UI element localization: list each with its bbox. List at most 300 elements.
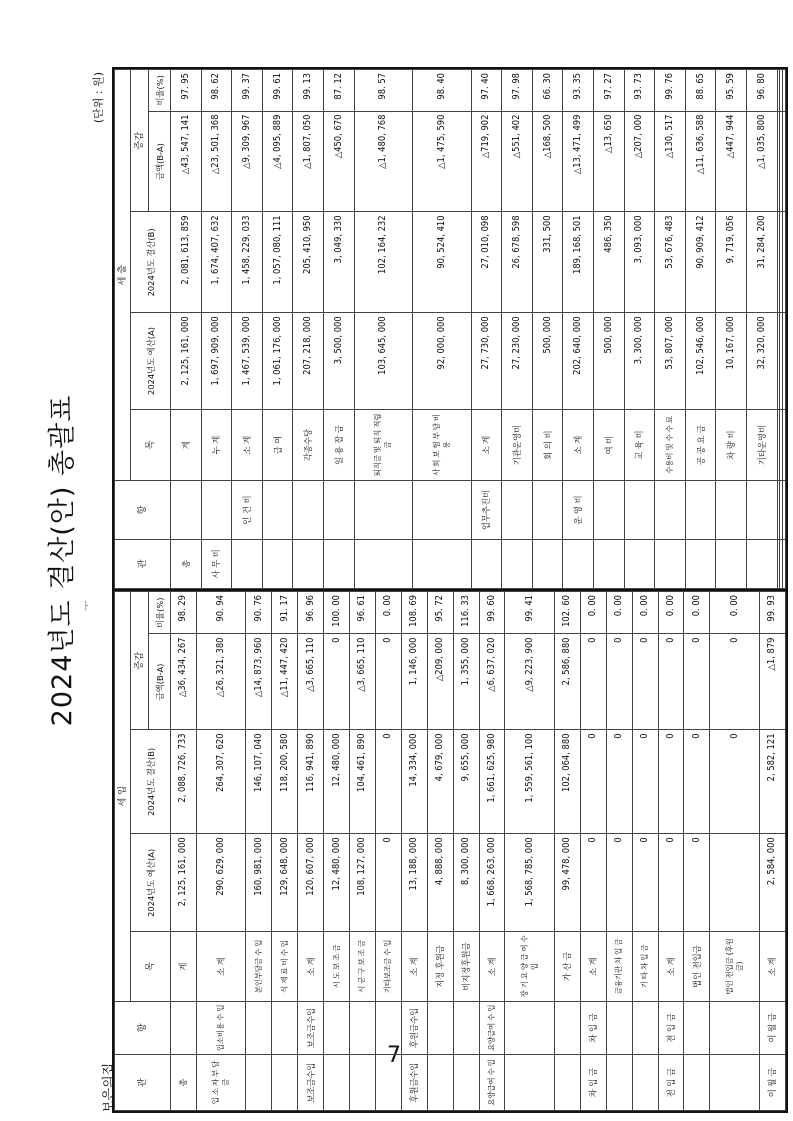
expense-gwan-header: 관 <box>115 539 171 588</box>
expense-budget-cell: 10, 167, 000 <box>716 313 747 409</box>
income-budget-cell: 1, 668, 263, 000 <box>479 834 505 932</box>
expense-budget-cell: 92, 000, 000 <box>413 313 471 409</box>
expense-hang-cell <box>413 481 471 539</box>
income-settlement-cell: 1, 559, 561, 100 <box>505 730 554 834</box>
income-settlement-cell: 0 <box>606 730 632 834</box>
income-settlement-cell: 14, 334, 000 <box>401 730 427 834</box>
income-ratio-cell: 0. 00 <box>375 592 401 635</box>
expense-budget-cell: 102, 546, 000 <box>685 313 716 409</box>
income-ratio-cell: 0. 00 <box>632 592 658 635</box>
expense-table-row <box>685 70 716 589</box>
income-table-row <box>427 592 453 1111</box>
expense-change-cell: △1, 475, 590 <box>413 111 471 212</box>
income-ratio-cell: 91. 17 <box>272 592 298 635</box>
expense-gwan-cell <box>262 539 293 588</box>
summary-table-frame <box>112 67 788 1113</box>
income-budget-cell: 0 <box>606 834 632 932</box>
expense-gwan-cell <box>471 539 502 588</box>
income-budget-cell: 99, 478, 000 <box>554 834 580 932</box>
income-settlement-cell: 264, 307, 620 <box>196 730 245 834</box>
income-mok-cell: 소 계 <box>298 932 324 1001</box>
expense-table-row <box>563 70 594 589</box>
expense-budget-header: 2024년도 예산(A) <box>131 313 171 409</box>
expense-budget-cell: 202, 640, 000 <box>563 313 594 409</box>
income-table-row <box>710 592 759 1111</box>
expense-gwan-cell: 총 <box>171 539 202 588</box>
income-mok-cell: 금융기관 차 입 금 <box>606 932 632 1001</box>
expense-settlement-cell: 1, 458, 229, 033 <box>232 212 263 313</box>
expense-gwan-cell <box>532 539 563 588</box>
expense-budget-cell: 1, 697, 909, 000 <box>201 313 232 409</box>
expense-gwan-cell <box>685 539 716 588</box>
expense-change-cell: △13, 650 <box>593 111 624 212</box>
income-mok-cell: 식 재 료 비 수 입 <box>272 932 298 1001</box>
income-hang-cell: 보조금수입 <box>298 1001 324 1055</box>
income-ratio-cell: 102. 60 <box>554 592 580 635</box>
expense-change-cell: △9, 309, 967 <box>232 111 263 212</box>
income-ratio-cell: 116. 33 <box>453 592 479 635</box>
income-change-cell: △26, 321, 380 <box>196 634 245 730</box>
expense-table-row <box>593 70 624 589</box>
expense-hang-cell <box>655 481 686 539</box>
expense-mok-cell: 소 계 <box>471 409 502 481</box>
income-mok-cell: 소 계 <box>479 932 505 1001</box>
expense-hang-cell <box>201 481 232 539</box>
income-budget-header: 2024년도 예산(A) <box>131 834 171 932</box>
expense-budget-cell: 500, 000 <box>593 313 624 409</box>
income-change-header: 증감 <box>131 592 149 730</box>
income-gwan-cell <box>375 1055 401 1111</box>
income-hang-cell: 후원금수입 <box>401 1001 427 1055</box>
income-gwan-cell <box>246 1055 272 1111</box>
expense-change-cell: △11, 636, 588 <box>685 111 716 212</box>
expense-gwan-cell <box>502 539 533 588</box>
income-gwan-cell <box>427 1055 453 1111</box>
income-change-cell: △11, 447, 420 <box>272 634 298 730</box>
expense-budget-cell: 3, 300, 000 <box>624 313 655 409</box>
expense-mok-cell: 계 <box>171 409 202 481</box>
expense-hang-cell <box>262 481 293 539</box>
income-ratio-cell: 100. 00 <box>324 592 350 635</box>
income-budget-cell: 2, 584, 000 <box>759 834 785 932</box>
expense-mok-header: 목 <box>131 409 171 481</box>
income-hang-cell <box>632 1001 658 1055</box>
income-gwan-cell: 차 입 금 <box>580 1055 606 1111</box>
expense-hang-cell <box>747 481 778 539</box>
income-table-row <box>580 592 606 1111</box>
income-settlement-cell: 0 <box>710 730 759 834</box>
expense-settlement-cell: 1, 057, 080, 111 <box>262 212 293 313</box>
expense-budget-cell: 32, 320, 000 <box>747 313 778 409</box>
expense-gwan-cell <box>655 539 686 588</box>
income-table-row <box>171 592 197 1111</box>
income-table-row <box>632 592 658 1111</box>
income-table-row <box>505 592 554 1111</box>
income-table-row <box>324 592 350 1111</box>
organization-name: 보은의집 <box>102 1062 117 1113</box>
expense-table-row <box>293 70 324 589</box>
expense-change-cell: △1, 807, 050 <box>293 111 324 212</box>
income-hang-cell <box>505 1001 554 1055</box>
income-mok-cell: 법인 전입금 <box>684 932 710 1001</box>
expense-settlement-cell: 486, 350 <box>593 212 624 313</box>
income-mok-cell: 계 <box>171 932 197 1001</box>
expense-mok-cell: 수용비 및 수 수 료 <box>655 409 686 481</box>
income-ratio-cell: 0. 00 <box>606 592 632 635</box>
income-ratio-cell: 96. 96 <box>298 592 324 635</box>
income-ratio-cell: 0. 00 <box>684 592 710 635</box>
expense-settlement-cell: 90, 524, 410 <box>413 212 471 313</box>
income-settlement-cell: 2, 088, 726, 733 <box>171 730 197 834</box>
income-hang-cell <box>171 1001 197 1055</box>
income-change-cell: △3, 665, 110 <box>350 634 376 730</box>
income-settlement-cell: 118, 200, 580 <box>272 730 298 834</box>
income-ratio-cell: 96. 61 <box>350 592 376 635</box>
income-budget-cell: 0 <box>658 834 684 932</box>
expense-ratio-cell: 66. 30 <box>532 70 563 112</box>
expense-mok-cell: 기관운영비 <box>502 409 533 481</box>
income-mok-cell: 기타보조금 수 입 <box>375 932 401 1001</box>
income-table-row <box>196 592 245 1111</box>
expense-settlement-header: 2024년도 결산(B) <box>131 212 171 313</box>
expense-hang-cell <box>324 481 355 539</box>
stray-mark: ᅮ <box>80 600 93 611</box>
expense-change-cell: △447, 944 <box>716 111 747 212</box>
income-hang-cell: 전 입 금 <box>658 1001 684 1055</box>
expense-ratio-cell: 87. 12 <box>324 70 355 112</box>
expense-table-row <box>747 70 778 589</box>
expense-settlement-cell: 90, 909, 412 <box>685 212 716 313</box>
income-settlement-cell: 9, 655, 000 <box>453 730 479 834</box>
income-mok-cell: 기 타 차 입 금 <box>632 932 658 1001</box>
expense-budget-cell: 53, 807, 000 <box>655 313 686 409</box>
expense-settlement-cell: 189, 168, 501 <box>563 212 594 313</box>
income-section <box>114 589 786 1111</box>
income-gwan-cell: 전 입 금 <box>658 1055 684 1111</box>
expense-hang-header: 항 <box>115 481 171 539</box>
expense-change-cell: △1, 035, 800 <box>747 111 778 212</box>
expense-gwan-cell <box>293 539 324 588</box>
income-change-cell: 1, 355, 000 <box>453 634 479 730</box>
expense-ratio-cell: 93. 35 <box>563 70 594 112</box>
income-change-cell: △36, 434, 267 <box>171 634 197 730</box>
expense-mok-cell: 누 계 <box>201 409 232 481</box>
expense-mok-cell: 기타운영비 <box>747 409 778 481</box>
expense-ratio-cell: 98. 57 <box>354 70 412 112</box>
expense-budget-cell: 3, 500, 000 <box>324 313 355 409</box>
income-table-row <box>246 592 272 1111</box>
expense-mok-cell: 여 비 <box>593 409 624 481</box>
expense-settlement-cell: 2, 081, 613, 859 <box>171 212 202 313</box>
expense-budget-cell: 500, 000 <box>532 313 563 409</box>
expense-change-cell: △13, 471, 499 <box>563 111 594 212</box>
expense-change-cell: △1, 480, 768 <box>354 111 412 212</box>
expense-change-cell: △130, 517 <box>655 111 686 212</box>
expense-hang-cell <box>716 481 747 539</box>
income-mok-cell: 가 산 금 <box>554 932 580 1001</box>
income-ratio-cell: 0. 00 <box>658 592 684 635</box>
income-hang-cell <box>684 1001 710 1055</box>
income-change-cell: 0 <box>324 634 350 730</box>
expense-gwan-cell <box>716 539 747 588</box>
expense-settlement-cell: 31, 284, 200 <box>747 212 778 313</box>
income-gwan-cell: 후원금수입 <box>401 1055 427 1111</box>
income-change-cell: △14, 873, 960 <box>246 634 272 730</box>
expense-ratio-cell: 88. 65 <box>685 70 716 112</box>
income-gwan-cell <box>324 1055 350 1111</box>
income-ratio-header: 비율(%) <box>149 592 171 635</box>
expense-change-cell: △719, 902 <box>471 111 502 212</box>
expense-mok-cell: 소 계 <box>563 409 594 481</box>
income-settlement-cell: 0 <box>375 730 401 834</box>
income-gwan-cell <box>684 1055 710 1111</box>
income-hang-cell <box>375 1001 401 1055</box>
expense-ratio-cell: 97. 27 <box>593 70 624 112</box>
income-hang-cell <box>272 1001 298 1055</box>
expense-change-cell: △450, 670 <box>324 111 355 212</box>
expense-hang-cell <box>502 481 533 539</box>
expense-gwan-cell <box>354 539 412 588</box>
expense-settlement-cell: 102, 164, 232 <box>354 212 412 313</box>
income-table <box>114 591 786 1111</box>
income-gwan-cell: 요양급여 수 입 <box>479 1055 505 1111</box>
expense-gwan-cell <box>624 539 655 588</box>
expense-change-cell: △43, 547, 141 <box>171 111 202 212</box>
income-table-row <box>272 592 298 1111</box>
income-change-cell: 1, 146, 000 <box>401 634 427 730</box>
income-budget-cell: 0 <box>580 834 606 932</box>
income-table-row <box>375 592 401 1111</box>
income-hang-cell <box>350 1001 376 1055</box>
income-budget-cell: 1, 568, 785, 000 <box>505 834 554 932</box>
expense-section-header: 세 출 <box>115 70 131 481</box>
income-settlement-header: 2024년도 결산(B) <box>131 730 171 834</box>
income-ratio-cell: 99. 60 <box>479 592 505 635</box>
income-mok-cell: 소 계 <box>658 932 684 1001</box>
income-budget-cell: 8, 300, 000 <box>453 834 479 932</box>
income-settlement-cell: 1, 661, 625, 980 <box>479 730 505 834</box>
income-budget-cell: 290, 629, 000 <box>196 834 245 932</box>
income-change-cell: 2, 586, 880 <box>554 634 580 730</box>
income-change-cell: △209, 000 <box>427 634 453 730</box>
income-change-cell: △9, 223, 900 <box>505 634 554 730</box>
income-hang-cell: 차 입 금 <box>580 1001 606 1055</box>
expense-table-row <box>783 70 786 589</box>
income-gwan-cell <box>606 1055 632 1111</box>
income-gwan-cell <box>505 1055 554 1111</box>
expense-table-row <box>232 70 263 589</box>
expense-ratio-cell: 98. 40 <box>413 70 471 112</box>
income-gwan-cell: 보조금수입 <box>298 1055 324 1111</box>
income-hang-cell <box>710 1001 759 1055</box>
expense-mok-cell: 각종수당 <box>293 409 324 481</box>
expense-budget-cell: 27, 730, 000 <box>471 313 502 409</box>
income-settlement-cell: 102, 064, 880 <box>554 730 580 834</box>
income-settlement-cell: 4, 679, 000 <box>427 730 453 834</box>
income-hang-cell <box>453 1001 479 1055</box>
page-title: 2024년도 결산(안) 총괄표 <box>47 394 78 727</box>
income-table-row <box>606 592 632 1111</box>
income-table-row <box>350 592 376 1111</box>
expense-mok-cell: 소 계 <box>232 409 263 481</box>
income-gwan-cell: 총 <box>171 1055 197 1111</box>
expense-ratio-cell: 96. 80 <box>747 70 778 112</box>
expense-gwan-cell <box>593 539 624 588</box>
expense-table-row <box>171 70 202 589</box>
expense-budget-cell: 1, 467, 539, 000 <box>232 313 263 409</box>
income-table-row <box>453 592 479 1111</box>
income-table-row <box>759 592 785 1111</box>
income-gwan-cell: 이 월 금 <box>759 1055 785 1111</box>
expense-mok-cell: 사 회 보 험 부 담 비 용 <box>413 409 471 481</box>
expense-hang-cell <box>593 481 624 539</box>
income-mok-cell: 지정 후원금 <box>427 932 453 1001</box>
income-budget-cell: 108, 127, 000 <box>350 834 376 932</box>
expense-ratio-cell: 95. 59 <box>716 70 747 112</box>
income-ratio-cell: 0. 00 <box>580 592 606 635</box>
income-ratio-cell: 98. 29 <box>171 592 197 635</box>
income-table-row <box>658 592 684 1111</box>
expense-mok-cell: 급 여 <box>262 409 293 481</box>
expense-table-row <box>532 70 563 589</box>
income-change-cell: 0 <box>580 634 606 730</box>
income-gwan-cell: 입 소 자 부 담 금 <box>196 1055 245 1111</box>
expense-mok-cell: 공 공 요 금 <box>685 409 716 481</box>
expense-settlement-cell: 205, 410, 950 <box>293 212 324 313</box>
income-gwan-cell <box>453 1055 479 1111</box>
income-change-cell: 0 <box>710 634 759 730</box>
income-mok-cell: 장 기 요 양 급 여 수 입 <box>505 932 554 1001</box>
income-budget-cell: 2, 125, 161, 000 <box>171 834 197 932</box>
expense-table-row <box>655 70 686 589</box>
expense-ratio-cell: 98. 62 <box>201 70 232 112</box>
income-settlement-cell: 0 <box>658 730 684 834</box>
expense-table-row <box>324 70 355 589</box>
income-hang-cell <box>324 1001 350 1055</box>
expense-settlement-cell: 3, 049, 330 <box>324 212 355 313</box>
income-gwan-cell <box>554 1055 580 1111</box>
income-settlement-cell: 0 <box>632 730 658 834</box>
expense-budget-cell: 27, 230, 000 <box>502 313 533 409</box>
expense-amount-header: 금액(B-A) <box>149 111 171 212</box>
expense-settlement-cell: 27, 010, 098 <box>471 212 502 313</box>
income-budget-cell: 0 <box>375 834 401 932</box>
expense-table-row <box>354 70 412 589</box>
expense-gwan-cell <box>232 539 263 588</box>
income-change-cell: 0 <box>375 634 401 730</box>
income-ratio-cell: 90. 94 <box>196 592 245 635</box>
expense-table-row <box>262 70 293 589</box>
expense-hang-cell: 운 영 비 <box>563 481 594 539</box>
expense-change-cell: △207, 000 <box>624 111 655 212</box>
expense-change-cell: △168, 500 <box>532 111 563 212</box>
income-table-row <box>554 592 580 1111</box>
income-hang-cell <box>427 1001 453 1055</box>
expense-hang-cell <box>171 481 202 539</box>
expense-change-cell: △23, 501, 368 <box>201 111 232 212</box>
income-mok-cell: 소 계 <box>580 932 606 1001</box>
income-settlement-cell: 146, 107, 040 <box>246 730 272 834</box>
expense-gwan-cell <box>324 539 355 588</box>
income-table-row <box>684 592 710 1111</box>
income-gwan-cell <box>350 1055 376 1111</box>
expense-ratio-cell: 99. 61 <box>262 70 293 112</box>
income-ratio-cell: 99. 93 <box>759 592 785 635</box>
income-mok-cell: 시 도 보 조 금 <box>324 932 350 1001</box>
expense-settlement-cell <box>783 212 786 313</box>
income-ratio-cell: 0. 00 <box>710 592 759 635</box>
income-mok-cell: 소 계 <box>759 932 785 1001</box>
expense-ratio-cell: 93. 73 <box>624 70 655 112</box>
expense-ratio-cell: 99. 76 <box>655 70 686 112</box>
income-budget-cell: 160, 981, 000 <box>246 834 272 932</box>
income-hang-cell <box>554 1001 580 1055</box>
expense-ratio-cell: 97. 98 <box>502 70 533 112</box>
expense-gwan-cell <box>413 539 471 588</box>
income-section-header: 세 입 <box>115 592 131 1002</box>
expense-ratio-header: 비율(%) <box>149 70 171 112</box>
income-table-row <box>479 592 505 1111</box>
expense-hang-cell <box>685 481 716 539</box>
expense-table-row <box>471 70 502 589</box>
income-mok-cell: 본인부담금 수 입 <box>246 932 272 1001</box>
income-change-cell: 0 <box>684 634 710 730</box>
expense-ratio-cell: 97. 40 <box>471 70 502 112</box>
income-gwan-cell <box>272 1055 298 1111</box>
expense-table-row <box>716 70 747 589</box>
expense-budget-cell: 2, 125, 161, 000 <box>171 313 202 409</box>
income-settlement-cell: 12, 480, 000 <box>324 730 350 834</box>
expense-hang-cell <box>532 481 563 539</box>
income-budget-cell: 0 <box>632 834 658 932</box>
expense-ratio-cell: 97. 95 <box>171 70 202 112</box>
income-budget-cell: 129, 648, 000 <box>272 834 298 932</box>
expense-mok-cell: 퇴직금 및 퇴직 적립금 <box>354 409 412 481</box>
expense-settlement-cell: 331, 500 <box>532 212 563 313</box>
income-change-cell: △6, 637, 020 <box>479 634 505 730</box>
expense-budget-cell: 207, 218, 000 <box>293 313 324 409</box>
income-hang-header: 항 <box>115 1001 171 1055</box>
expense-change-header: 증감 <box>131 70 149 212</box>
income-mok-cell: 비지정후원금 <box>453 932 479 1001</box>
expense-hang-cell <box>354 481 412 539</box>
income-hang-cell <box>246 1001 272 1055</box>
income-gwan-cell <box>632 1055 658 1111</box>
expense-table-row <box>413 70 471 589</box>
income-mok-cell: 소 계 <box>196 932 245 1001</box>
income-gwan-cell <box>710 1055 759 1111</box>
income-table-row <box>401 592 427 1111</box>
expense-settlement-cell: 1, 674, 407, 632 <box>201 212 232 313</box>
income-hang-cell: 이 월 금 <box>759 1001 785 1055</box>
income-change-cell: 0 <box>632 634 658 730</box>
expense-budget-cell <box>783 313 786 409</box>
expense-table <box>114 69 786 589</box>
expense-table-row <box>201 70 232 589</box>
expense-mok-cell: 회 의 비 <box>532 409 563 481</box>
income-hang-cell <box>606 1001 632 1055</box>
income-settlement-cell: 116, 941, 890 <box>298 730 324 834</box>
expense-section <box>114 69 786 589</box>
expense-settlement-cell: 53, 676, 483 <box>655 212 686 313</box>
expense-gwan-cell: 사 무 비 <box>201 539 232 588</box>
expense-gwan-cell <box>783 539 786 588</box>
income-budget-cell: 4, 888, 000 <box>427 834 453 932</box>
income-ratio-cell: 108. 69 <box>401 592 427 635</box>
income-settlement-cell: 2, 582, 121 <box>759 730 785 834</box>
income-hang-cell: 입소비용 수 입 <box>196 1001 245 1055</box>
income-ratio-cell: 95. 72 <box>427 592 453 635</box>
